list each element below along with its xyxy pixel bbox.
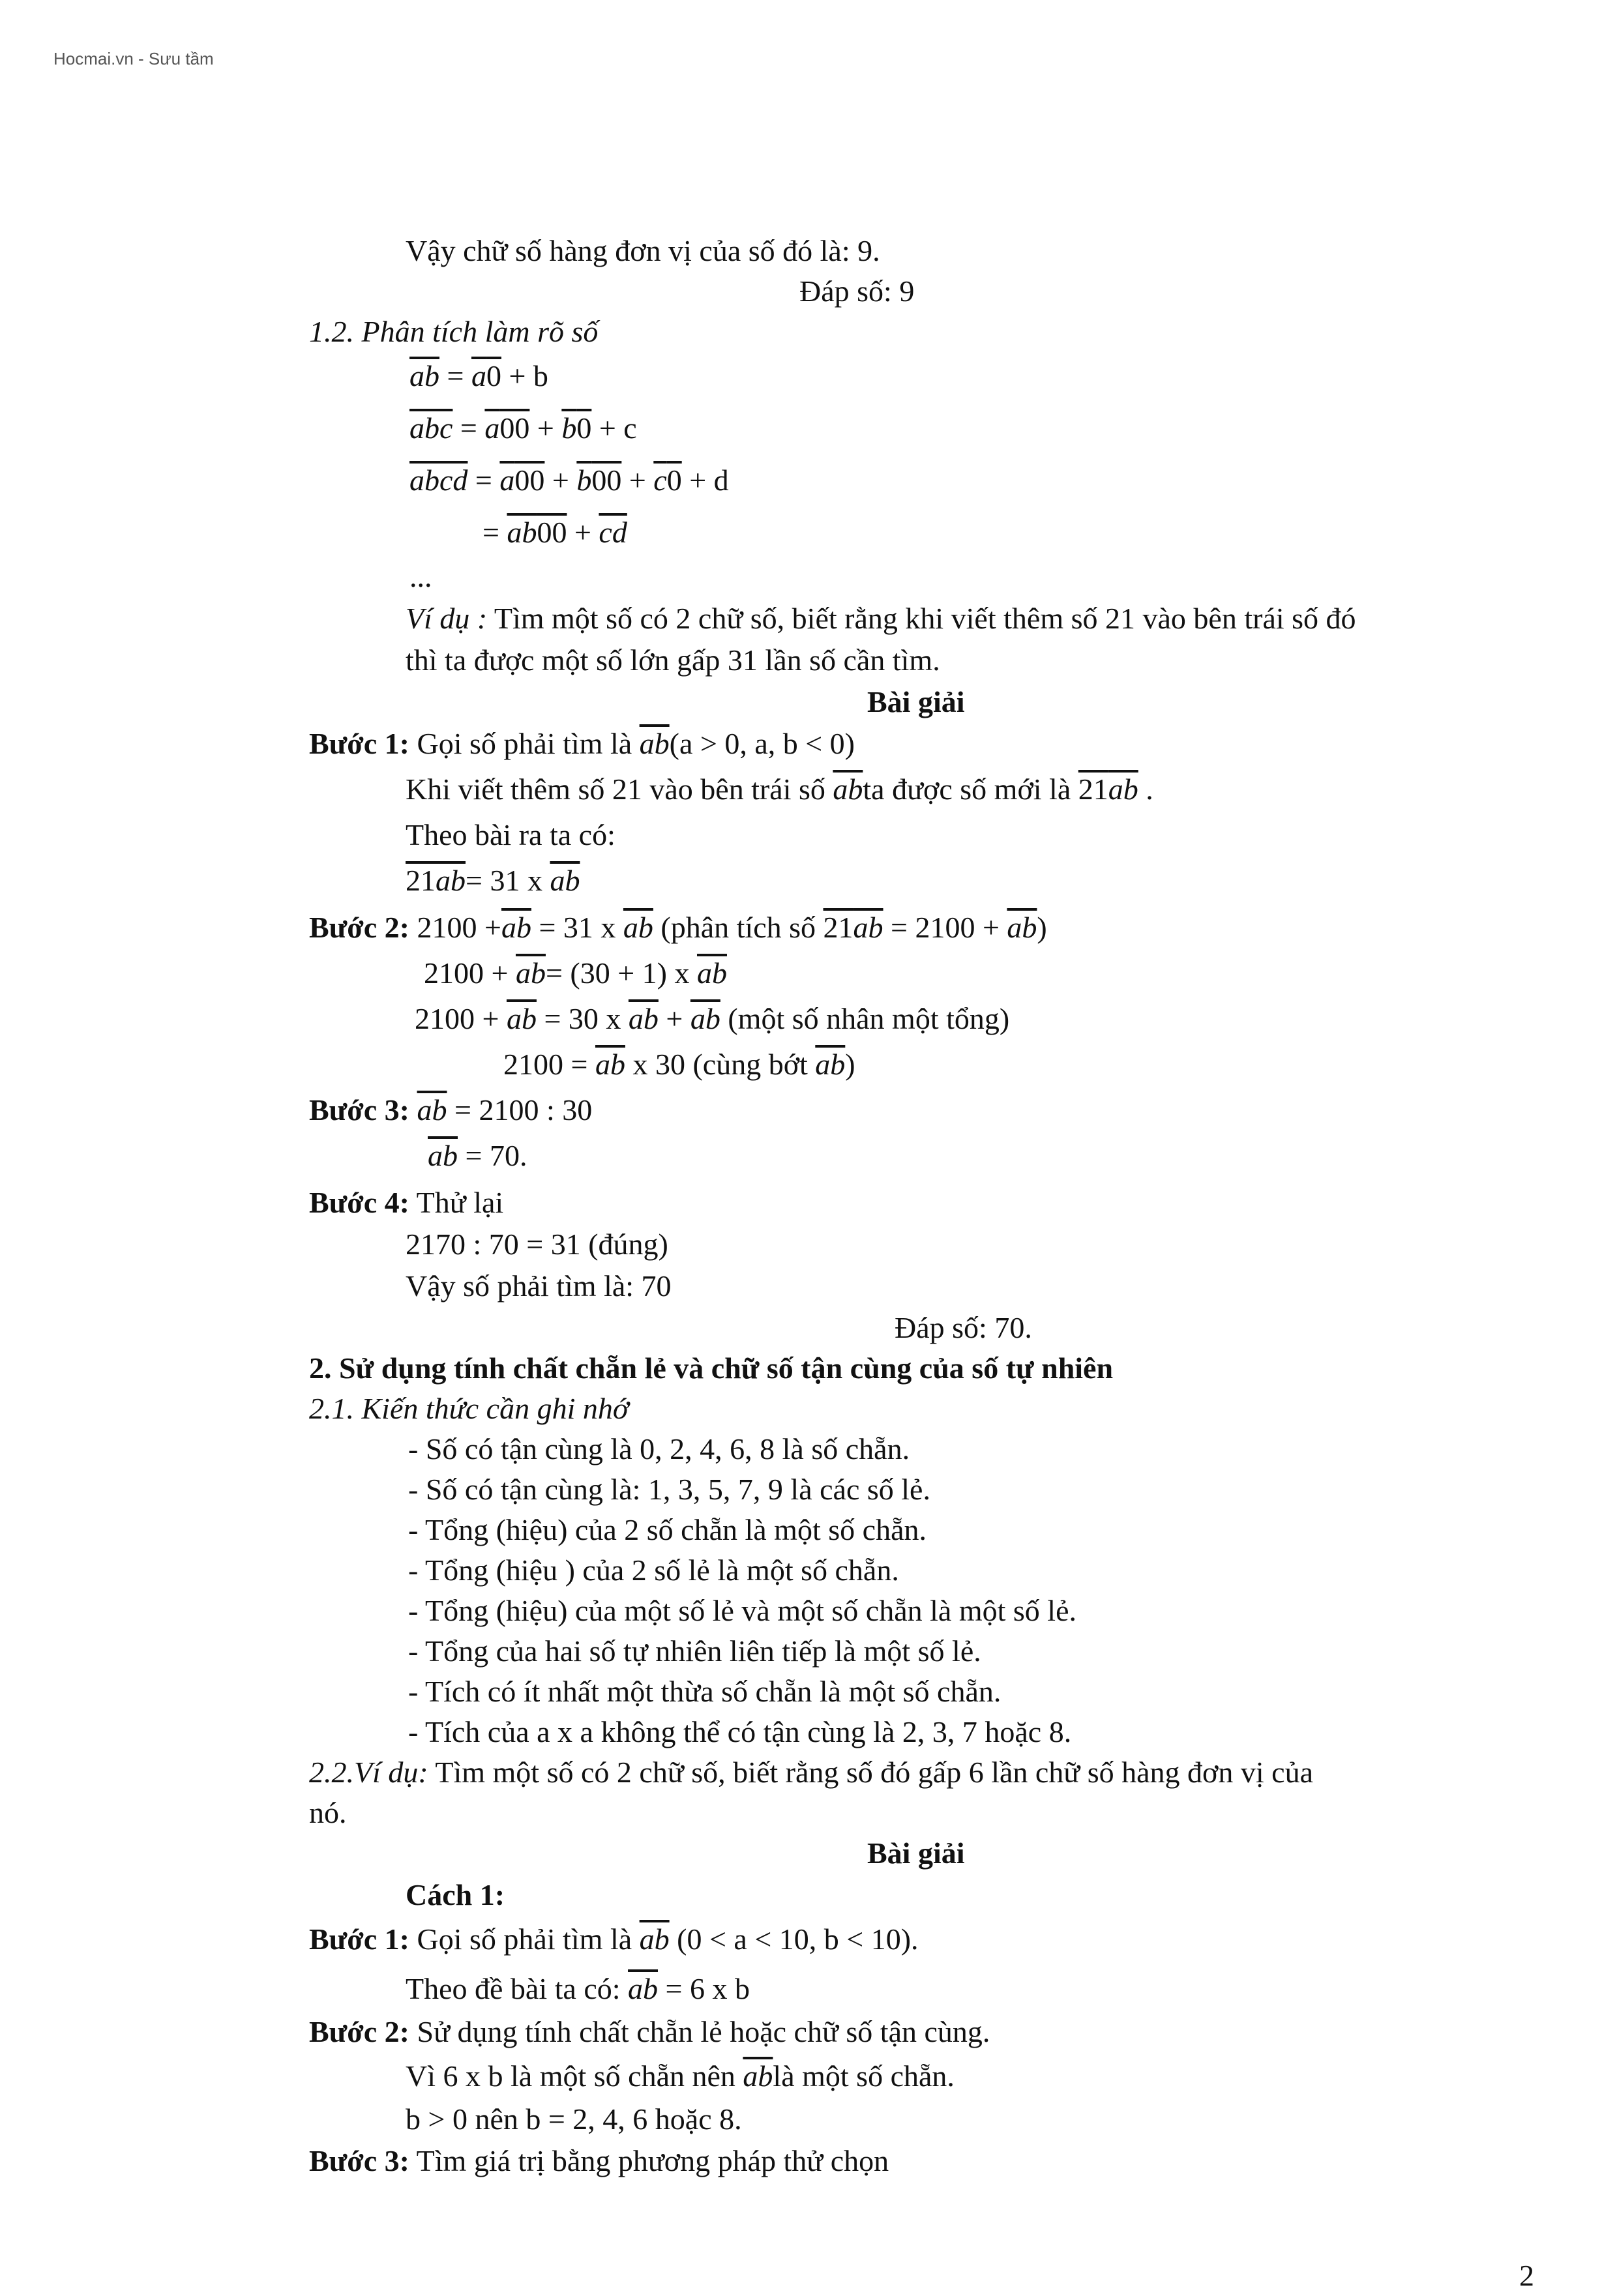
formula-text: + bbox=[567, 516, 599, 549]
step-text: 2100 + bbox=[424, 956, 516, 990]
example-text: Tìm một số có 2 chữ số, biết rằng số đó gấp 6 lần chữ số hàng đơn vị của bbox=[428, 1756, 1313, 1789]
overline-number: $\overline{cd}$ bbox=[599, 516, 627, 549]
overline-number: c0 bbox=[653, 464, 682, 497]
bullet-item: - Số có tận cùng là: 1, 3, 5, 7, 9 là các số lẻ. bbox=[408, 1473, 930, 1506]
step-text: (a > 0, a, b < 0) bbox=[669, 727, 855, 760]
answer-1: Đáp số: 9 bbox=[799, 274, 915, 308]
step-text: Khi viết thêm số 21 vào bên trái số bbox=[406, 773, 833, 806]
section-2-title: 2. Sử dụng tính chất chẵn lẻ và chữ số tận cùng của số tự nhiên bbox=[309, 1351, 1114, 1385]
step-text: = 31 x bbox=[531, 911, 623, 944]
page-header-source: Hocmai.vn - Sưu tầm bbox=[53, 49, 214, 68]
formula-ab bbox=[409, 356, 548, 396]
overline-number: $\overline{ab}$ bbox=[428, 1139, 458, 1172]
example-label: 2.2.Ví dụ: bbox=[309, 1756, 428, 1789]
bullet-item: - Tổng (hiệu) của 2 số chẵn là một số chẵn. bbox=[408, 1513, 927, 1546]
step-text: = 2100 : 30 bbox=[447, 1093, 593, 1126]
step-text: . bbox=[1138, 773, 1153, 806]
formula-text: + d bbox=[681, 464, 729, 497]
step-1 bbox=[309, 724, 855, 764]
formula-text: + c bbox=[591, 411, 637, 445]
overline-number: b00 bbox=[576, 464, 622, 497]
step-text: + bbox=[658, 1002, 690, 1035]
step-4-line-2: 2170 : 70 = 31 (đúng) bbox=[406, 1228, 668, 1261]
example-1-line-1 bbox=[406, 598, 1356, 639]
overline-number: a0 bbox=[471, 359, 501, 392]
step-text: = (30 + 1) x bbox=[545, 956, 697, 990]
solution-heading-2: Bài giải bbox=[867, 1836, 965, 1870]
step-text: (một số nhân một tổng) bbox=[720, 1002, 1010, 1035]
overline-number: $\overline{ab}$ bbox=[501, 911, 531, 944]
step-text: 2100 + bbox=[415, 1002, 507, 1035]
step-4-line-3: Vậy số phải tìm là: 70 bbox=[406, 1269, 672, 1303]
formula-abc bbox=[409, 408, 637, 449]
overline-number: $\overline{ab}$ bbox=[623, 911, 653, 944]
step-label: Bước 4: bbox=[309, 1186, 409, 1219]
method-1-step-2-line-2 bbox=[406, 2056, 955, 2097]
step-text: 2100 + bbox=[409, 911, 501, 944]
method-1-step-2-line-3: b > 0 nên b = 2, 4, 6 hoặc 8. bbox=[406, 2102, 742, 2136]
step-text: x 30 (cùng bớt bbox=[625, 1048, 816, 1081]
overline-number: $\overline{ab}$ bbox=[506, 1002, 537, 1035]
example-label: Ví dụ : bbox=[406, 602, 488, 635]
answer-2: Đáp số: 70. bbox=[895, 1311, 1032, 1344]
step-label: Bước 3: bbox=[309, 1093, 409, 1126]
bullet-item: - Tổng (hiệu) của một số lẻ và một số chẵn là một số lẻ. bbox=[408, 1594, 1076, 1627]
step-2 bbox=[309, 907, 1047, 948]
subsection-2-1-title: 2.1. Kiến thức cần ghi nhớ bbox=[309, 1392, 629, 1425]
step-2-line-2 bbox=[424, 953, 727, 993]
step-text: = 30 x bbox=[536, 1002, 629, 1035]
step-text: (phân tích số bbox=[653, 911, 823, 944]
step-label: Bước 1: bbox=[309, 727, 409, 760]
formula-text: + bbox=[544, 464, 577, 497]
example-1-line-2: thì ta được một số lớn gấp 31 lần số cần tìm. bbox=[406, 643, 940, 677]
formula-text: + bbox=[621, 464, 654, 497]
step-text: ) bbox=[1037, 911, 1047, 944]
overline-number: $\overline{ab}$ bbox=[743, 2059, 773, 2093]
overline-number: $\overline{ab}$ bbox=[815, 1048, 846, 1081]
overline-number: ab00 bbox=[507, 516, 567, 549]
method-1-step-1 bbox=[309, 1919, 919, 1960]
overline-number: abcd bbox=[409, 464, 468, 497]
step-text: Gọi số phải tìm là bbox=[409, 727, 640, 760]
bullet-item: - Tích của a x a không thể có tận cùng là 2, 3, 7 hoặc 8. bbox=[408, 1715, 1072, 1748]
step-text: = 31 x bbox=[466, 864, 550, 897]
step-1-line-4 bbox=[406, 861, 580, 901]
step-1-line-2 bbox=[406, 769, 1153, 810]
overline-number: $\overline{ab}$ bbox=[628, 1002, 659, 1035]
formula-abcd bbox=[409, 460, 729, 501]
step-2-line-3 bbox=[415, 999, 1009, 1039]
overline-number: a00 bbox=[499, 464, 545, 497]
formula-text: = bbox=[482, 516, 507, 549]
step-text: = 70. bbox=[458, 1139, 527, 1172]
method-1-step-2 bbox=[309, 2012, 990, 2052]
step-text: 2100 = bbox=[503, 1048, 595, 1081]
overline-number: $\overline{ab}$ bbox=[696, 956, 727, 990]
step-label: Bước 1: bbox=[309, 1922, 409, 1956]
overline-number: 21ab bbox=[406, 864, 466, 897]
line-units-digit: Vậy chữ số hàng đơn vị của số đó là: 9. bbox=[406, 234, 880, 267]
step-text: Vì 6 x b là một số chẵn nên bbox=[406, 2059, 743, 2093]
page-number: 2 bbox=[1519, 2259, 1534, 2292]
example-2-line-2: nó. bbox=[309, 1796, 347, 1829]
overline-number: $\overline{ab}$ bbox=[409, 359, 439, 392]
step-label: Bước 2: bbox=[309, 911, 409, 944]
bullet-item: - Tổng của hai số tự nhiên liên tiếp là một số lẻ. bbox=[408, 1634, 981, 1668]
overline-number: 21ab bbox=[1078, 773, 1138, 806]
overline-number: 21ab bbox=[823, 911, 883, 944]
step-2-line-4 bbox=[503, 1044, 855, 1085]
overline-number: a00 bbox=[484, 411, 530, 445]
solution-heading-1: Bài giải bbox=[867, 685, 965, 718]
step-text: = 2100 + bbox=[883, 911, 1007, 944]
formula-text: = bbox=[467, 464, 500, 497]
step-3-line-2 bbox=[428, 1136, 527, 1176]
overline-number: $\overline{ab}$ bbox=[833, 773, 863, 806]
overline-number: $\overline{ab}$ bbox=[1007, 911, 1037, 944]
bullet-item: - Số có tận cùng là 0, 2, 4, 6, 8 là số chẵn. bbox=[408, 1432, 910, 1465]
formula-text: + bbox=[529, 411, 562, 445]
step-text: là một số chẵn. bbox=[773, 2059, 955, 2093]
step-4 bbox=[309, 1183, 503, 1223]
overline-number: $\overline{ab}$ bbox=[515, 956, 546, 990]
overline-number: $\overline{ab}$ bbox=[639, 1922, 670, 1956]
step-1-line-3: Theo bài ra ta có: bbox=[406, 818, 616, 851]
method-1-step-3 bbox=[309, 2141, 889, 2181]
method-1-title: Cách 1: bbox=[406, 1878, 505, 1911]
formula-ab00-cd bbox=[482, 512, 627, 553]
step-text: Theo đề bài ta có: bbox=[406, 1972, 629, 2005]
subsection-1-2-title: 1.2. Phân tích làm rõ số bbox=[309, 315, 599, 348]
bullet-item: - Tích có ít nhất một thừa số chẵn là một số chẵn. bbox=[408, 1675, 1001, 1708]
step-text: Gọi số phải tìm là bbox=[409, 1922, 640, 1956]
step-label: Bước 3: bbox=[309, 2144, 409, 2177]
step-text: Tìm giá trị bằng phương pháp thử chọn bbox=[409, 2144, 889, 2177]
overline-number: b0 bbox=[561, 411, 592, 445]
step-text: Thử lại bbox=[409, 1186, 504, 1219]
example-2-line-1 bbox=[309, 1752, 1313, 1793]
overline-number: $\overline{ab}$ bbox=[550, 864, 580, 897]
overline-number: $\overline{abc}$ bbox=[409, 411, 453, 445]
formula-text: = bbox=[452, 411, 485, 445]
step-text: ta được số mới là bbox=[863, 773, 1078, 806]
overline-number: $\overline{ab}$ bbox=[595, 1048, 625, 1081]
step-text bbox=[409, 1093, 417, 1126]
formula-text: = bbox=[439, 359, 471, 392]
step-text: ) bbox=[845, 1048, 855, 1081]
overline-number: $\overline{ab}$ bbox=[690, 1002, 720, 1035]
overline-number: $\overline{ab}$ bbox=[628, 1972, 659, 2005]
step-text: (0 < a < 10, b < 10). bbox=[669, 1922, 919, 1956]
method-1-step-1-line-2 bbox=[406, 1969, 750, 2009]
step-text: = 6 x b bbox=[658, 1972, 750, 2005]
step-text: Sử dụng tính chất chẵn lẻ hoặc chữ số tận cùng. bbox=[409, 2015, 990, 2048]
formula-text: + b bbox=[501, 359, 548, 392]
overline-number: $\overline{ab}$ bbox=[639, 727, 670, 760]
step-label: Bước 2: bbox=[309, 2015, 409, 2048]
ellipsis: ... bbox=[409, 560, 432, 593]
step-3 bbox=[309, 1090, 592, 1130]
example-text: Tìm một số có 2 chữ số, biết rằng khi viết thêm số 21 vào bên trái số đó bbox=[487, 602, 1356, 635]
overline-number: $\overline{ab}$ bbox=[417, 1093, 447, 1126]
bullet-item: - Tổng (hiệu ) của 2 số lẻ là một số chẵn. bbox=[408, 1553, 899, 1587]
